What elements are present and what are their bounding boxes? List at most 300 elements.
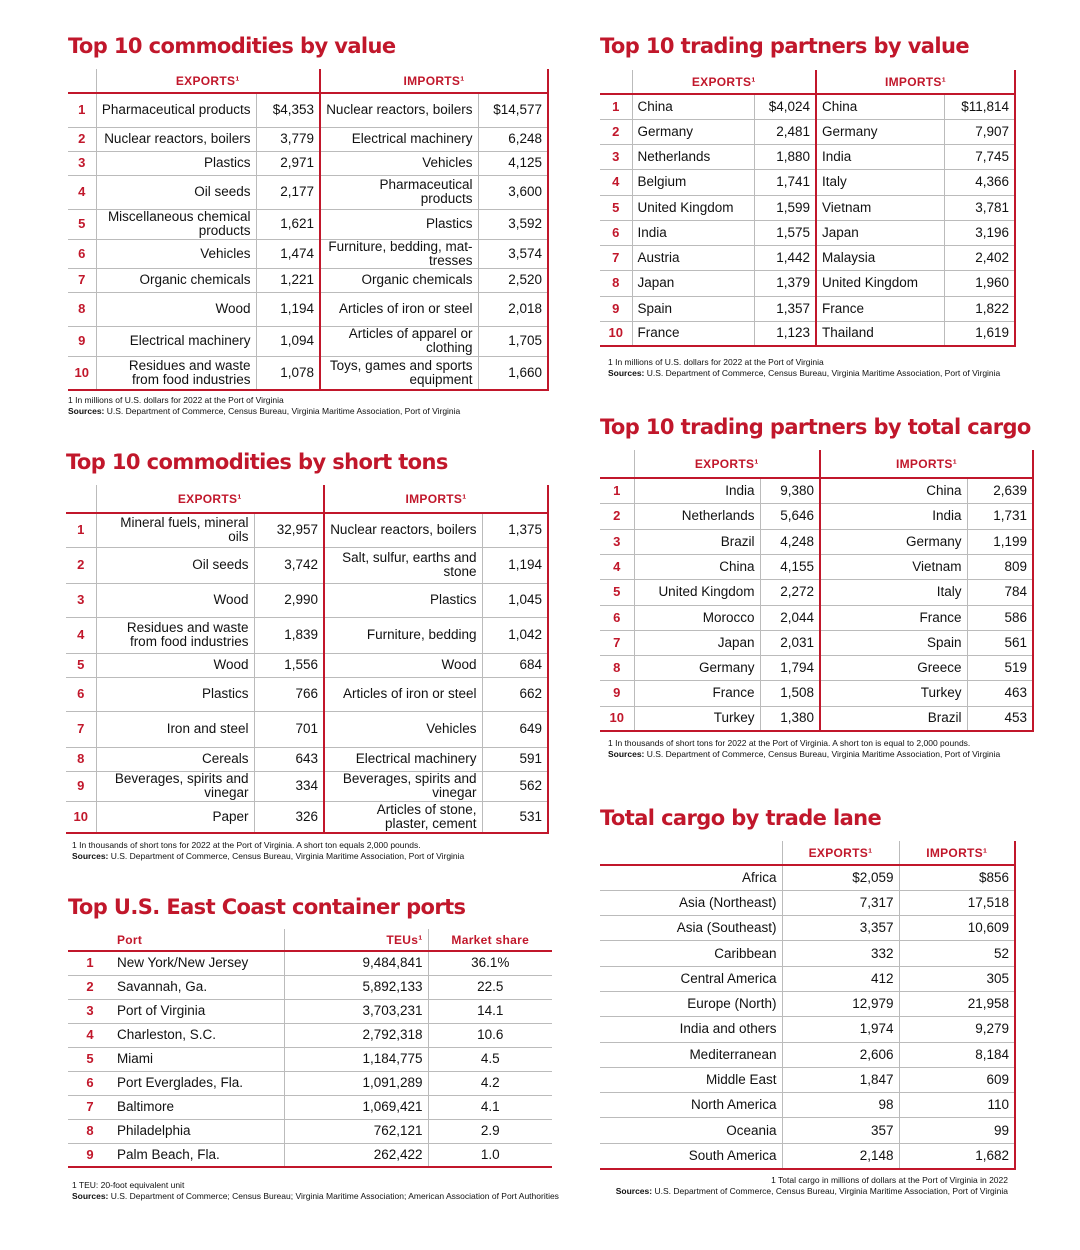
import-value: 2,402: [944, 245, 1015, 270]
export-value: 98: [782, 1093, 899, 1118]
export-value: 7,317: [782, 890, 899, 915]
import-name: China: [816, 94, 944, 119]
table-row: [66, 653, 548, 677]
table-row: [68, 1071, 552, 1095]
port-name: New York/New Jersey: [112, 951, 284, 975]
table-row: [600, 119, 1015, 144]
table-row: [600, 966, 1015, 991]
export-value: 2,031: [760, 630, 820, 655]
export-value: 4,248: [760, 529, 820, 554]
rank-number: 10: [600, 706, 634, 731]
import-name: Germany: [820, 529, 967, 554]
rank-number: 9: [68, 1143, 112, 1167]
export-name: Miscellaneous chemical products: [96, 209, 256, 239]
trade-lane-name: South America: [600, 1143, 782, 1168]
export-name: Netherlands: [634, 503, 760, 529]
export-value: 357: [782, 1118, 899, 1143]
export-value: 1,508: [760, 680, 820, 706]
import-value: 453: [967, 706, 1033, 731]
export-value: 2,272: [760, 579, 820, 605]
import-name: Spain: [820, 630, 967, 655]
import-value: 2,639: [967, 478, 1033, 503]
teu-value: 762,121: [284, 1119, 428, 1143]
exports-header: EXPORTS¹: [632, 70, 816, 94]
export-name: Organic chemicals: [96, 268, 256, 292]
export-value: 3,357: [782, 916, 899, 941]
export-value: 1,380: [760, 706, 820, 731]
trade-lane-title: Total cargo by trade lane: [600, 806, 882, 830]
export-value: 12,979: [782, 991, 899, 1016]
port-name: Baltimore: [112, 1095, 284, 1119]
table-row: [600, 220, 1015, 245]
rank-number: 7: [600, 245, 632, 270]
table-row: [68, 239, 548, 268]
import-name: Malaysia: [816, 245, 944, 270]
port-name: Port Everglades, Fla.: [112, 1071, 284, 1095]
export-name: Nuclear reactors, boilers: [96, 127, 256, 151]
import-value: 649: [482, 711, 548, 747]
table-row: [66, 547, 548, 583]
table-row: [600, 296, 1015, 321]
commodities-tons-table: [66, 485, 549, 834]
table-row: [600, 144, 1015, 169]
import-value: 1,822: [944, 296, 1015, 321]
export-name: Japan: [632, 270, 754, 296]
rank-number: 9: [600, 296, 632, 321]
import-value: 4,366: [944, 169, 1015, 195]
export-value: $4,353: [256, 93, 320, 127]
rank-number: 3: [600, 144, 632, 169]
rank-number: 3: [68, 151, 96, 175]
import-value: 1,960: [944, 270, 1015, 296]
rank-number: 8: [600, 270, 632, 296]
import-value: 2,520: [478, 268, 548, 292]
rank-number: 4: [600, 169, 632, 195]
export-value: 1,974: [782, 1017, 899, 1042]
import-name: France: [816, 296, 944, 321]
rank-number: 4: [66, 617, 96, 653]
export-name: Morocco: [634, 605, 760, 630]
import-value: 561: [967, 630, 1033, 655]
table-row: [68, 268, 548, 292]
export-name: China: [632, 94, 754, 119]
ports-table: [68, 929, 552, 1168]
rank-number: 4: [68, 175, 96, 209]
table-row: [600, 1118, 1015, 1143]
import-name: Articles of stone, plaster, cement: [324, 801, 482, 833]
imports-header: IMPORTS¹: [816, 70, 1015, 94]
table-row: [600, 605, 1033, 630]
export-value: 334: [254, 771, 324, 801]
rank-number: 4: [68, 1023, 112, 1047]
export-value: 1,357: [754, 296, 816, 321]
export-name: Wood: [96, 292, 256, 326]
export-value: 1,474: [256, 239, 320, 268]
import-name: Furniture, bedding, mat-tresses: [320, 239, 478, 268]
import-value: 305: [899, 966, 1015, 991]
export-value: 1,880: [754, 144, 816, 169]
rank-number: 9: [66, 771, 96, 801]
import-name: Italy: [820, 579, 967, 605]
import-name: Turkey: [820, 680, 967, 706]
rank-number: 7: [68, 1095, 112, 1119]
export-name: Japan: [634, 630, 760, 655]
exports-header: EXPORTS¹: [96, 485, 324, 513]
export-name: Residues and waste from food industries: [96, 617, 254, 653]
table-row: [68, 93, 548, 127]
market-share-value: 14.1: [428, 999, 552, 1023]
export-value: 2,044: [760, 605, 820, 630]
export-name: Pharmaceutical products: [96, 93, 256, 127]
table-row: [600, 245, 1015, 270]
import-value: 8,184: [899, 1042, 1015, 1067]
export-value: 1,094: [256, 326, 320, 356]
rank-number: 4: [600, 554, 634, 579]
table-row: [600, 941, 1015, 966]
export-name: India: [632, 220, 754, 245]
import-name: Plastics: [320, 209, 478, 239]
import-value: 7,745: [944, 144, 1015, 169]
import-value: 1,194: [482, 547, 548, 583]
import-name: Salt, sulfur, earths and stone: [324, 547, 482, 583]
export-name: Netherlands: [632, 144, 754, 169]
table-row: [68, 209, 548, 239]
market-share-value: 10.6: [428, 1023, 552, 1047]
export-value: 766: [254, 677, 324, 711]
import-value: 10,609: [899, 916, 1015, 941]
exports-header: EXPORTS¹: [634, 450, 820, 478]
table-row: [600, 890, 1015, 915]
import-value: 809: [967, 554, 1033, 579]
export-value: 1,556: [254, 653, 324, 677]
export-value: 1,839: [254, 617, 324, 653]
partners-cargo-table: [600, 450, 1034, 732]
table-row: [600, 1017, 1015, 1042]
table-row: [66, 617, 548, 653]
export-name: Paper: [96, 801, 254, 833]
table-row: [600, 503, 1033, 529]
port-name: Miami: [112, 1047, 284, 1071]
table-row: [68, 151, 548, 175]
rank-number: 5: [600, 195, 632, 220]
imports-header: IMPORTS¹: [820, 450, 1033, 478]
rank-number: 9: [68, 326, 96, 356]
trade-lane-name: Europe (North): [600, 991, 782, 1016]
teu-value: 262,422: [284, 1143, 428, 1167]
import-value: 1,682: [899, 1143, 1015, 1168]
export-value: 4,155: [760, 554, 820, 579]
import-value: 1,660: [478, 356, 548, 390]
export-name: Wood: [96, 653, 254, 677]
rank-number: 2: [600, 503, 634, 529]
import-value: 609: [899, 1067, 1015, 1092]
rank-number: 10: [68, 356, 96, 390]
import-value: 1,731: [967, 503, 1033, 529]
rank-number: 5: [600, 579, 634, 605]
export-value: 412: [782, 966, 899, 991]
export-value: 1,078: [256, 356, 320, 390]
import-name: Nuclear reactors, boilers: [320, 93, 478, 127]
table-row: [600, 1143, 1015, 1168]
import-value: 1,375: [482, 513, 548, 547]
export-name: Belgium: [632, 169, 754, 195]
table-row: [600, 169, 1015, 195]
import-name: Vehicles: [320, 151, 478, 175]
table-row: [600, 1042, 1015, 1067]
rank-number: 6: [600, 605, 634, 630]
table-row: [66, 711, 548, 747]
export-value: $4,024: [754, 94, 816, 119]
export-value: 1,741: [754, 169, 816, 195]
import-name: Japan: [816, 220, 944, 245]
market-share-value: 4.5: [428, 1047, 552, 1071]
import-value: 519: [967, 655, 1033, 680]
import-name: India: [820, 503, 967, 529]
trade-lane-name: Central America: [600, 966, 782, 991]
export-value: 1,379: [754, 270, 816, 296]
market-share-value: 2.9: [428, 1119, 552, 1143]
table-row: [600, 706, 1033, 731]
market-share-column-header: Market share: [428, 929, 552, 951]
rank-number: 1: [66, 513, 96, 547]
export-name: Oil seeds: [96, 175, 256, 209]
imports-header: IMPORTS¹: [320, 69, 548, 93]
table-row: [68, 999, 552, 1023]
export-name: Wood: [96, 583, 254, 617]
import-name: France: [820, 605, 967, 630]
import-value: $14,577: [478, 93, 548, 127]
export-value: 701: [254, 711, 324, 747]
market-share-value: 1.0: [428, 1143, 552, 1167]
rank-number: 7: [66, 711, 96, 747]
table-row: [66, 771, 548, 801]
trade-lane-name: Asia (Southeast): [600, 916, 782, 941]
export-name: Beverages, spirits and vinegar: [96, 771, 254, 801]
table-row: [66, 747, 548, 771]
table-row: [600, 554, 1033, 579]
rank-number: 7: [68, 268, 96, 292]
import-name: China: [820, 478, 967, 503]
teu-value: 1,069,421: [284, 1095, 428, 1119]
table-row: [66, 801, 548, 833]
rank-number: 1: [600, 478, 634, 503]
table-row: [600, 321, 1015, 346]
export-value: 1,599: [754, 195, 816, 220]
table-row: [600, 94, 1015, 119]
rank-number: 5: [66, 653, 96, 677]
import-name: Brazil: [820, 706, 967, 731]
export-value: 2,481: [754, 119, 816, 144]
trade-lane-name: Asia (Northeast): [600, 890, 782, 915]
export-value: 32,957: [254, 513, 324, 547]
exports-header: EXPORTS¹: [96, 69, 320, 93]
rank-number: 6: [68, 239, 96, 268]
export-value: 9,380: [760, 478, 820, 503]
table-row: [68, 975, 552, 999]
import-name: United Kingdom: [816, 270, 944, 296]
market-share-value: 22.5: [428, 975, 552, 999]
ports-footnote: 1 TEU: 20-foot equivalent unit Sources: U.S. Department of Commerce; Census Bureau; Virginia Maritime Association; American Association of Port Authorities: [72, 1180, 559, 1201]
import-name: Articles of iron or steel: [324, 677, 482, 711]
export-value: 3,742: [254, 547, 324, 583]
rank-number: 8: [600, 655, 634, 680]
export-name: Plastics: [96, 151, 256, 175]
port-name: Palm Beach, Fla.: [112, 1143, 284, 1167]
import-value: 3,592: [478, 209, 548, 239]
export-value: 332: [782, 941, 899, 966]
export-name: Oil seeds: [96, 547, 254, 583]
table-row: [68, 292, 548, 326]
import-value: 17,518: [899, 890, 1015, 915]
rank-number: 3: [68, 999, 112, 1023]
teu-value: 2,792,318: [284, 1023, 428, 1047]
table-row: [68, 1095, 552, 1119]
table-row: [68, 1047, 552, 1071]
export-name: Brazil: [634, 529, 760, 554]
partners-value-table: [600, 70, 1016, 347]
table-row: [600, 270, 1015, 296]
export-value: 1,123: [754, 321, 816, 346]
partners-value-title: Top 10 trading partners by value: [600, 34, 969, 58]
export-name: France: [634, 680, 760, 706]
ports-title: Top U.S. East Coast container ports: [68, 895, 466, 919]
table-row: [600, 630, 1033, 655]
table-row: [68, 1119, 552, 1143]
commodities-tons-title: Top 10 commodities by short tons: [66, 450, 448, 474]
import-value: 1,619: [944, 321, 1015, 346]
export-name: Electrical machinery: [96, 326, 256, 356]
import-value: $11,814: [944, 94, 1015, 119]
import-name: Pharmaceutical products: [320, 175, 478, 209]
table-row: [600, 680, 1033, 706]
table-row: [600, 655, 1033, 680]
rank-number: 6: [68, 1071, 112, 1095]
import-value: 1,045: [482, 583, 548, 617]
partners-cargo-footnote: 1 In thousands of short tons for 2022 at the Port of Virginia. A short ton is equal to 2,000 pounds. Sources: U.S. Department of Commerce, Census Bureau, Virginia Maritime Association, Port of Virginia: [608, 738, 1001, 759]
rank-number: 8: [68, 1119, 112, 1143]
export-value: 5,646: [760, 503, 820, 529]
import-value: 1,705: [478, 326, 548, 356]
import-name: Nuclear reactors, boilers: [324, 513, 482, 547]
commodities-tons-footnote: 1 In thousands of short tons for 2022 at the Port of Virginia. A short ton equals 2,000 pounds. Sources: U.S. Department of Commerce, Census Bureau, Virginia Maritime Association, Port of Virginia: [72, 840, 465, 861]
export-name: Iron and steel: [96, 711, 254, 747]
rank-number: 9: [600, 680, 634, 706]
table-row: [600, 865, 1015, 890]
port-name: Charleston, S.C.: [112, 1023, 284, 1047]
import-value: 784: [967, 579, 1033, 605]
import-name: Articles of iron or steel: [320, 292, 478, 326]
export-value: $2,059: [782, 865, 899, 890]
rank-number: 6: [66, 677, 96, 711]
import-value: 3,600: [478, 175, 548, 209]
import-name: Vietnam: [816, 195, 944, 220]
port-name: Philadelphia: [112, 1119, 284, 1143]
import-name: Germany: [816, 119, 944, 144]
table-row: [600, 991, 1015, 1016]
import-value: 110: [899, 1093, 1015, 1118]
commodities-value-table: [68, 69, 549, 391]
rank-number: 10: [600, 321, 632, 346]
table-row: [68, 1023, 552, 1047]
export-name: Vehicles: [96, 239, 256, 268]
export-name: United Kingdom: [634, 579, 760, 605]
rank-number: 1: [600, 94, 632, 119]
import-name: Vehicles: [324, 711, 482, 747]
rank-number: 5: [68, 209, 96, 239]
import-value: 463: [967, 680, 1033, 706]
import-value: 562: [482, 771, 548, 801]
trade-lane-name: Oceania: [600, 1118, 782, 1143]
table-row: [68, 175, 548, 209]
import-name: Furniture, bedding: [324, 617, 482, 653]
import-value: 99: [899, 1118, 1015, 1143]
rank-number: 2: [68, 127, 96, 151]
teu-value: 5,892,133: [284, 975, 428, 999]
table-row: [600, 1067, 1015, 1092]
teu-value: 9,484,841: [284, 951, 428, 975]
imports-header: IMPORTS¹: [899, 841, 1015, 865]
table-row: [68, 951, 552, 975]
export-name: Residues and waste from food industries: [96, 356, 256, 390]
import-name: Electrical machinery: [320, 127, 478, 151]
table-row: [600, 478, 1033, 503]
table-row: [68, 1143, 552, 1167]
export-name: India: [634, 478, 760, 503]
trade-lane-name: Mediterranean: [600, 1042, 782, 1067]
import-value: 531: [482, 801, 548, 833]
rank-number: 5: [68, 1047, 112, 1071]
trade-lane-name: Caribbean: [600, 941, 782, 966]
port-name: Port of Virginia: [112, 999, 284, 1023]
export-value: 326: [254, 801, 324, 833]
port-column-header: Port: [112, 929, 284, 951]
rank-number: 2: [68, 975, 112, 999]
import-name: India: [816, 144, 944, 169]
rank-number: 3: [66, 583, 96, 617]
export-name: Plastics: [96, 677, 254, 711]
export-name: Austria: [632, 245, 754, 270]
exports-header: EXPORTS¹: [782, 841, 899, 865]
trade-lane-name: Africa: [600, 865, 782, 890]
import-name: Vietnam: [820, 554, 967, 579]
export-value: 1,794: [760, 655, 820, 680]
export-value: 3,779: [256, 127, 320, 151]
export-value: 2,148: [782, 1143, 899, 1168]
rank-number: 7: [600, 630, 634, 655]
market-share-value: 36.1%: [428, 951, 552, 975]
export-name: China: [634, 554, 760, 579]
export-value: 2,177: [256, 175, 320, 209]
rank-number: 8: [66, 747, 96, 771]
commodities-value-footnote: 1 In millions of U.S. dollars for 2022 at the Port of Virginia Sources: U.S. Department of Commerce, Census Bureau, Virginia Maritime Association, Port of Virginia: [68, 395, 461, 416]
market-share-value: 4.1: [428, 1095, 552, 1119]
commodities-value-title: Top 10 commodities by value: [68, 34, 396, 58]
import-value: 7,907: [944, 119, 1015, 144]
export-value: 643: [254, 747, 324, 771]
import-name: Plastics: [324, 583, 482, 617]
import-value: 1,199: [967, 529, 1033, 554]
import-value: 3,781: [944, 195, 1015, 220]
market-share-value: 4.2: [428, 1071, 552, 1095]
trade-lane-footnote: 1 Total cargo in millions of dollars at the Port of Virginia in 2022 Sources: U.S. Department of Commerce, Census Bureau, Virginia Maritime Association, Port of Virginia: [615, 1175, 1008, 1196]
export-value: 2,971: [256, 151, 320, 175]
rank-number: 3: [600, 529, 634, 554]
rank-number: 2: [66, 547, 96, 583]
import-name: Electrical machinery: [324, 747, 482, 771]
teu-value: 1,184,775: [284, 1047, 428, 1071]
rank-number: 8: [68, 292, 96, 326]
export-name: Turkey: [634, 706, 760, 731]
